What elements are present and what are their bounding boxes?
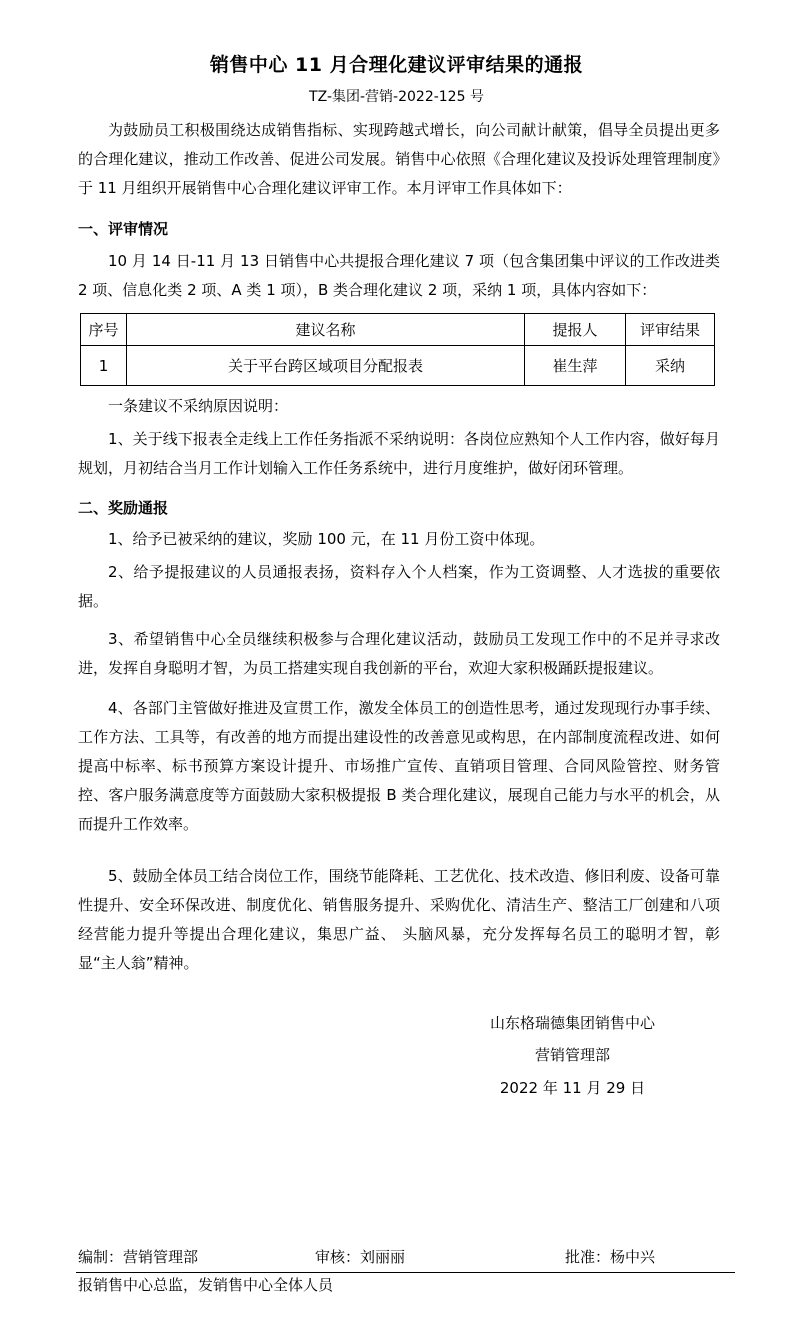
footer-editor: 编制：营销管理部 xyxy=(78,1248,199,1266)
signature-date: 2022 年 11 月 29 日 xyxy=(499,1079,646,1097)
review-table xyxy=(80,313,715,386)
reward-item-2: 2、给予提报建议的人员通报表扬，资料存入个人档案，作为工资调整、人才选拔的重要依据。 xyxy=(78,563,720,610)
footer-distribution: 报销售中心总监，发销售中心全体人员 xyxy=(78,1276,334,1294)
cell-index: 1 xyxy=(81,346,127,386)
reject-reason-1: 1、关于线下报表全走线上工作任务指派不采纳说明：各岗位应熟知个人工作内容，做好每月规划，月初结合当月工作计划输入工作任务系统中，进行月度维护，做好闭环管理。 xyxy=(78,430,720,477)
table-row xyxy=(81,346,715,386)
section-1-paragraph: 10 月 14 日-11 月 13 日销售中心共提报合理化建议 7 项（包含集团集中评议的工作改进类 2 项、信息化类 2 项、A 类 1 项），B 类合理化建议 2 项，采纳 1 项，具体内容如下： xyxy=(78,252,720,299)
cell-submitter: 崔生萍 xyxy=(525,346,626,386)
intro-paragraph: 为鼓励员工积极围绕达成销售指标、实现跨越式增长，向公司献计献策，倡导全员提出更多的合理化建议，推动工作改善、促进公司发展。销售中心依照《合理化建议及投诉处理管理制度》于 11 月组织开展销售中心合理化建议评审工作。本月评审工作具体如下： xyxy=(78,121,720,197)
reject-intro: 一条建议不采纳原因说明： xyxy=(108,397,289,415)
header-suggestion-name: 建议名称 xyxy=(127,314,525,346)
cell-suggestion-name: 关于平台跨区域项目分配报表 xyxy=(127,346,525,386)
document-number: TZ-集团-营销-2022-125 号 xyxy=(309,89,484,105)
section-1-heading: 一、评审情况 xyxy=(78,220,169,238)
header-result: 评审结果 xyxy=(626,314,715,346)
reward-item-3: 3、希望销售中心全员继续积极参与合理化建议活动，鼓励员工发现工作中的不足并寻求改进，发挥自身聪明才智，为员工搭建实现自我创新的平台，欢迎大家积极踊跃提报建议。 xyxy=(78,630,720,677)
reward-item-4: 4、各部门主管做好推进及宣贯工作，激发全体员工的创造性思考，通过发现现行办事手续、工作方法、工具等，有改善的地方而提出建设性的改善意见或构思，在内部制度流程改进、如何提高中标率、标书预算方案设计提升、市场推广宣传、直销项目管理、合同风险管控、财务管控、客户服务满意度等方面鼓励大家积极提报 B 类合理化建议，展现自己能力与水平的机会，从而提升工作效率。 xyxy=(78,699,720,833)
signature-org: 山东格瑞德集团销售中心 xyxy=(489,1014,655,1032)
header-submitter: 提报人 xyxy=(525,314,626,346)
cell-result: 采纳 xyxy=(626,346,715,386)
reward-item-1: 1、给予已被采纳的建议，奖励 100 元，在 11 月份工资中体现。 xyxy=(108,530,545,548)
footer-divider xyxy=(76,1272,735,1273)
reward-item-5: 5、鼓励全体员工结合岗位工作，围绕节能降耗、工艺优化、技术改造、修旧利废、设备可靠性提升、安全环保改进、制度优化、销售服务提升、采购优化、清洁生产、整洁工厂创建和八项经营能力提升等提出合理化建议，集思广益、 头脑风暴，充分发挥每名员工的聪明才智，彰显“主人翁”精神。 xyxy=(78,867,720,972)
signature-dept: 营销管理部 xyxy=(534,1046,610,1064)
table-header-row xyxy=(81,314,715,346)
document-title: 销售中心 11 月合理化建议评审结果的通报 xyxy=(209,54,584,76)
section-2-heading: 二、奖励通报 xyxy=(78,499,169,517)
footer-reviewer: 审核：刘丽丽 xyxy=(315,1248,406,1266)
footer-approver: 批准：杨中兴 xyxy=(565,1248,656,1266)
header-index: 序号 xyxy=(81,314,127,346)
